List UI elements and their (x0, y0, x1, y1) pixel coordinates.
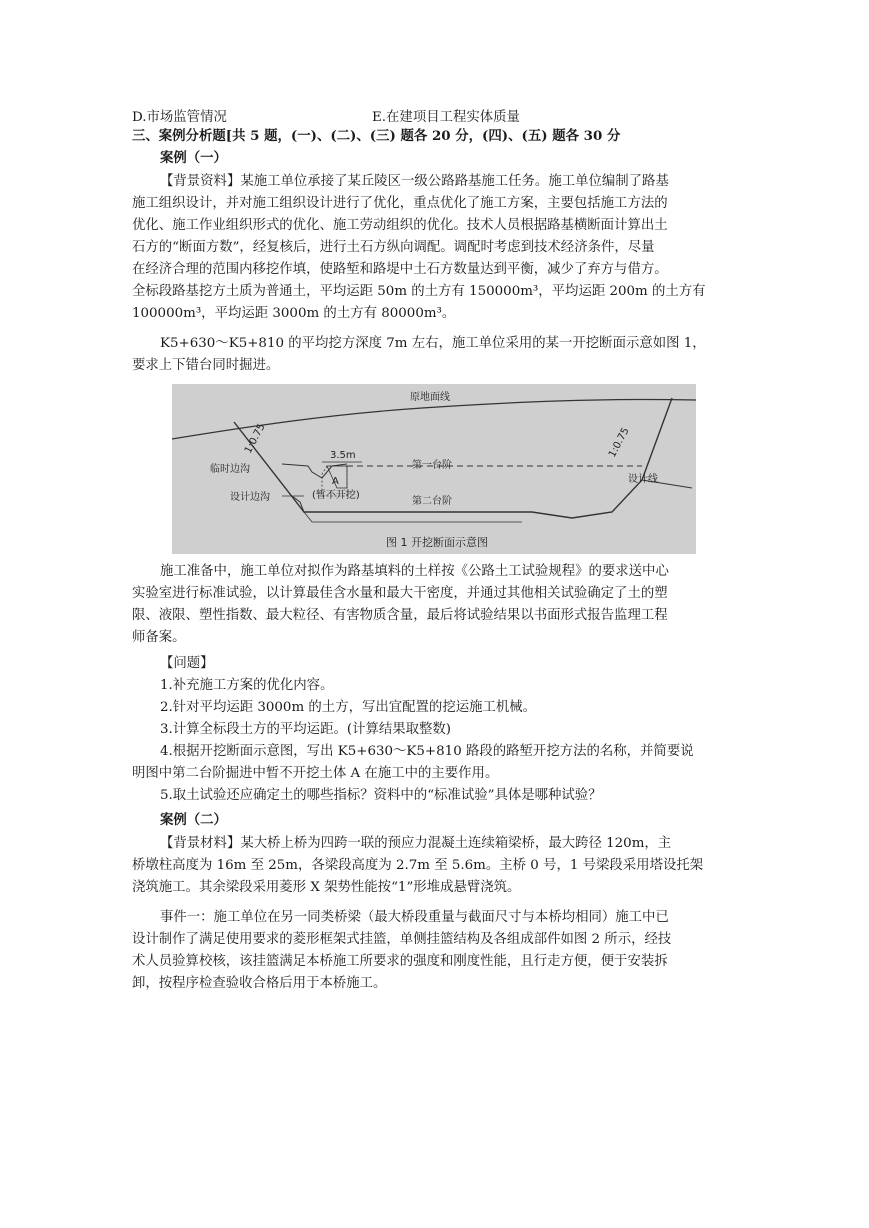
option-d: D.市场监管情况 (132, 110, 227, 125)
case1-para2-line: K5+630～K5+810 的平均挖方深度 7m 左右，施工单位采用的某一开挖断面示意如图 1， (160, 336, 706, 351)
figure-caption: 图 1 开挖断面示意图 (386, 536, 488, 549)
case1-bg-line: 施工组织设计，并对施工组织设计进行了优化，重点优化了施工方案，主要包括施工方法的 (132, 196, 668, 211)
questions-heading: 【问题】 (160, 656, 214, 671)
case1-bg-line: 石方的“断面方数”，经复核后，进行土石方纵向调配。调配时考虑到技术经济条件，尽量 (132, 240, 655, 255)
question-item: 1.补充施工方案的优化内容。 (160, 678, 334, 693)
case2-event1-line: 事件一：施工单位在另一同类桥梁（最大桥段重量与截面尺寸与本桥均相同）施工中已 (160, 910, 669, 925)
case1-para3-line: 实验室进行标准试验，以计算最佳含水量和最大干密度，并通过其他相关试验确定了土的塑 (132, 586, 668, 601)
question-item: 2.针对平均运距 3000m 的土方，写出宜配置的挖运施工机械。 (160, 700, 537, 715)
question-item: 3.计算全标段土方的平均运距。(计算结果取整数) (160, 722, 452, 737)
label-design-ditch: 设计边沟 (230, 492, 270, 503)
label-step1: 第一台阶 (412, 460, 452, 471)
case1-title: 案例（一） (160, 150, 227, 166)
label-slope-left: 1:0.75 (242, 421, 268, 456)
label-temp-ditch: 临时边沟 (210, 464, 250, 475)
case2-bg-line: 浇筑施工。其余梁段采用菱形 X 架势性能按“1”形堆成悬臂浇筑。 (132, 880, 521, 895)
case1-bg-line: 100000m³，平均运距 3000m 的土方有 80000m³。 (132, 306, 456, 321)
label-step2: 第二台阶 (412, 496, 452, 507)
option-e: E.在建项目工程实体质量 (372, 110, 520, 125)
label-soil-a: A (332, 476, 339, 487)
excavation-section-figure (172, 384, 696, 554)
case1-bg-line: 全标段路基挖方土质为普通土，平均运距 50m 的土方有 150000m³，平均运距 200m 的土方有 (132, 284, 706, 299)
label-no-excavate: (暂不开挖) (312, 490, 360, 501)
case1-bg-line: 优化、施工作业组织形式的优化、施工劳动组织的优化。技术人员根据路基横断面计算出土 (132, 218, 668, 233)
case1-para3-line: 师备案。 (132, 630, 186, 645)
case2-event1-line: 卸，按程序检查验收合格后用于本桥施工。 (132, 976, 387, 991)
case2-title: 案例（二） (160, 812, 227, 828)
case2-event1-line: 术人员验算校核，该挂篮满足本桥施工所要求的强度和刚度性能，且行走方便，便于安装拆 (132, 954, 668, 969)
case1-bg-line: 【背景资料】某施工单位承接了某丘陵区一级公路路基施工任务。施工单位编制了路基 (160, 174, 669, 189)
case2-bg-line: 桥墩柱高度为 16m 至 25m，各梁段高度为 2.7m 至 5.6m。主桥 0 号，1 号梁段采用塔设托架 (132, 858, 704, 873)
label-slope-right: 1:0.75 (606, 425, 632, 460)
label-width: 3.5m (330, 450, 356, 461)
case1-para3-line: 限、液限、塑性指数、最大粒径、有害物质含量，最后将试验结果以书面形式报告监理工程 (132, 608, 668, 623)
case1-para3-line: 施工准备中，施工单位对拟作为路基填料的土样按《公路土工试验规程》的要求送中心 (160, 564, 669, 579)
label-design-line: 设计线 (628, 474, 658, 485)
question-item: 5.取土试验还应确定土的哪些指标？资料中的“标准试验”具体是哪种试验？ (160, 788, 602, 803)
case2-bg-line: 【背景材料】某大桥上桥为四跨一联的预应力混凝土连续箱梁桥，最大跨径 120m，主 (160, 836, 672, 851)
question-item: 4.根据开挖断面示意图，写出 K5+630～K5+810 路段的路堑开挖方法的名称，并简要说 (160, 744, 694, 759)
label-ground-line: 原地面线 (410, 392, 450, 403)
case1-bg-line: 在经济合理的范围内移挖作填，使路堑和路堤中土石方数量达到平衡，减少了弃方与借方。 (132, 262, 668, 277)
case1-para2-line: 要求上下错台同时掘进。 (132, 358, 280, 373)
section-title: 三、案例分析题[共 5 题，(一)、(二)、(三) 题各 20 分，(四)、(五) 题各 30 分 (132, 128, 621, 144)
case2-event1-line: 设计制作了满足使用要求的菱形框架式挂篮，单侧挂篮结构及各组成部件如图 2 所示，经技 (132, 932, 672, 947)
question-item: 明图中第二台阶掘进中暂不开挖土体 A 在施工中的主要作用。 (132, 766, 499, 781)
